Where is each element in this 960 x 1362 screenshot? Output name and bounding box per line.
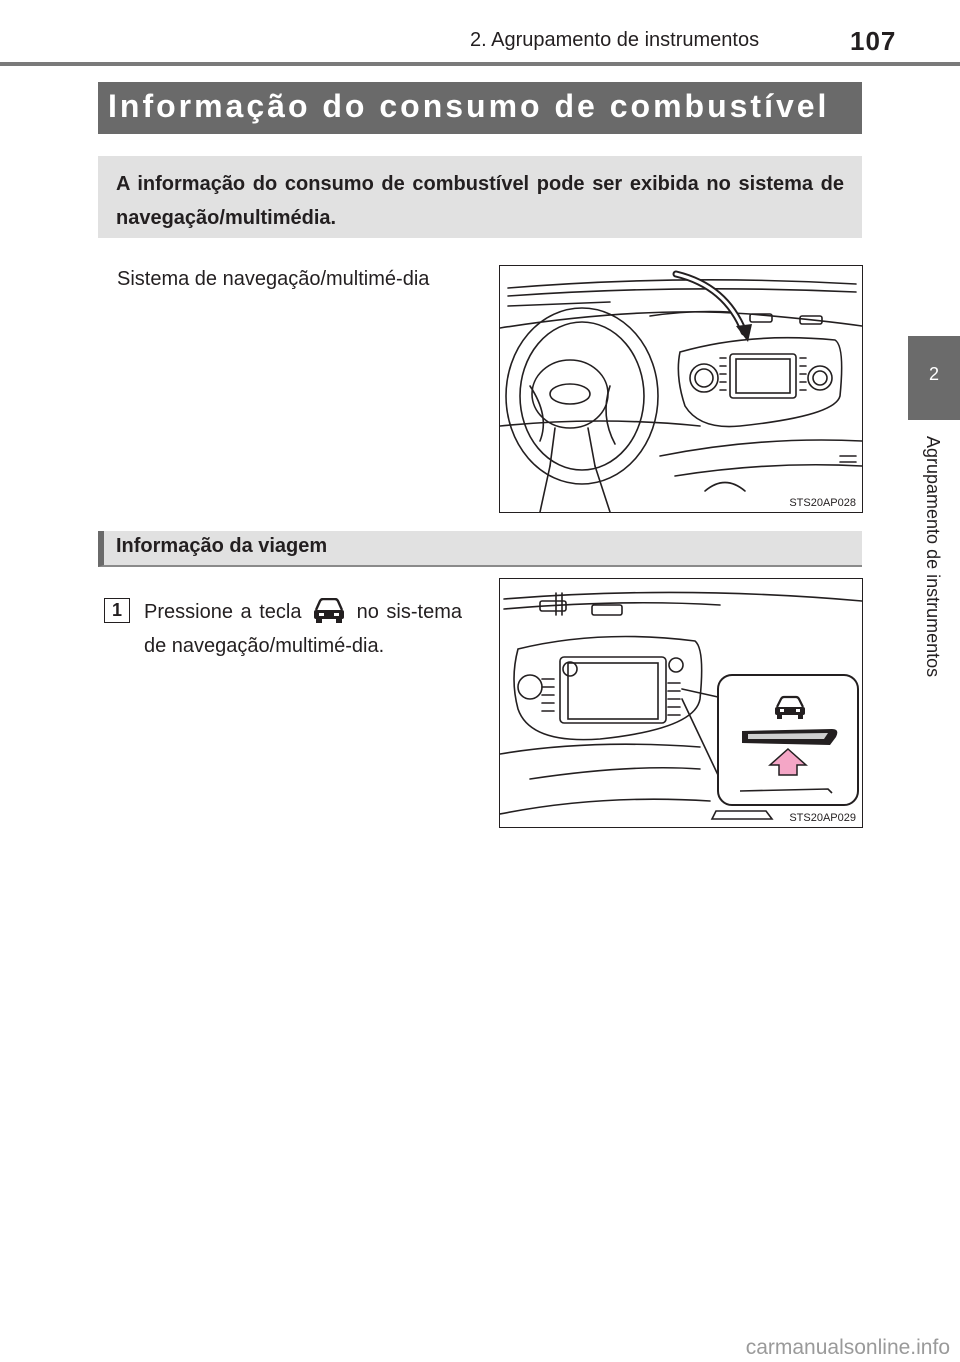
step-text-after: no sis-tema de navegação/multimé-dia. [144,601,462,657]
dashboard-drawing [500,266,862,512]
step-text-before: Pressione a tecla [144,601,302,623]
page-number: 107 [850,26,897,56]
subsection-title: Informação da viagem [98,531,862,567]
body-text: Sistema de navegação/multimé-dia [117,268,430,290]
figure-code: STS20AP028 [789,497,856,509]
step-instruction [144,595,462,663]
section-title: Informação do consumo de combustível [98,82,862,134]
chapter-tab [908,336,960,420]
watermark: carmanualsonline.info [745,1336,950,1359]
section-summary: A informação do consumo de combustível pode ser exibida no sistema de navegação/multimédia. [98,156,862,238]
chapter-tab-number: 2 [928,364,939,384]
header-chapter-title: 2. Agrupamento de instrumentos [470,29,760,51]
console-button-illustration [499,578,863,828]
dashboard-illustration [499,265,863,513]
console-drawing [500,579,862,827]
step-number: 1 [104,598,130,623]
header-divider [0,62,960,66]
car-icon [311,598,347,624]
chapter-tab-label: Agrupamento de instrumentos [923,436,943,678]
figure-code: STS20AP029 [789,812,856,824]
